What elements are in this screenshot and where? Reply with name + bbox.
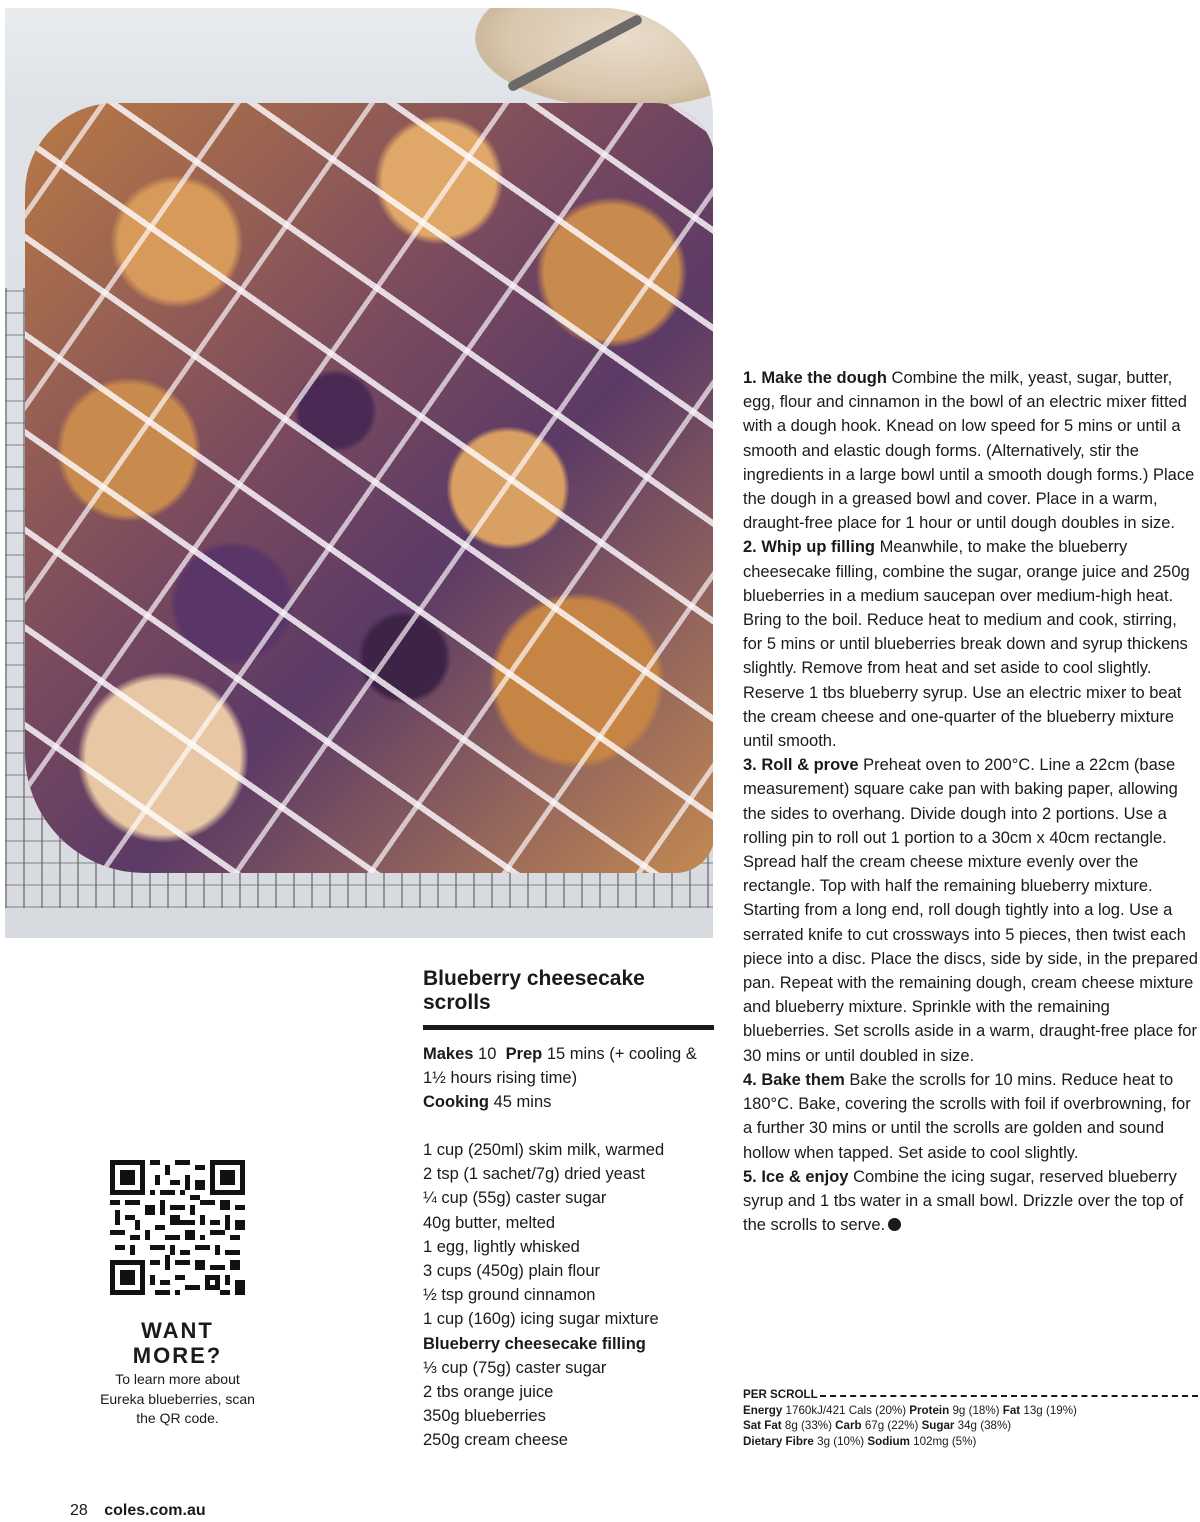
method-steps bbox=[743, 366, 1198, 1237]
cooking-value: 45 mins bbox=[493, 1093, 552, 1112]
ingredient-item: 2 tbs orange juice bbox=[423, 1383, 554, 1402]
step-text: Combine the milk, yeast, sugar, butter, egg, flour and cinnamon in the bowl of an electric mixer fitted with a dough hook. Knead on low speed for 5 mins or until a smooth and elastic dough forms. (Alternatively, stir the ingredients in a large bowl until a smooth dough forms.) Place the dough in a greased bowl and cover. Place in a warm, draught-free place for 1 hour or until dough doubles in size. bbox=[743, 369, 1195, 533]
step-title: 1. Make the dough bbox=[743, 369, 887, 387]
nutrition-line bbox=[743, 1418, 1198, 1434]
nutrition-line bbox=[743, 1434, 1198, 1450]
ingredient-item: 1 cup (160g) icing sugar mixture bbox=[423, 1310, 659, 1329]
method-step bbox=[743, 753, 1198, 1068]
photo-icing-drizzle bbox=[25, 103, 713, 873]
ingredient-item: 250g cream cheese bbox=[423, 1431, 568, 1450]
nutrition-value: 3g (10%) bbox=[817, 1434, 865, 1448]
hero-photo bbox=[5, 8, 713, 938]
nutrition-label: Carb bbox=[835, 1419, 862, 1432]
ingredient-item: ¼ cup (55g) caster sugar bbox=[423, 1189, 607, 1208]
step-title: 3. Roll & prove bbox=[743, 756, 859, 775]
prep-value: 15 mins (+ cooling & 1½ hours rising time) bbox=[423, 1045, 697, 1088]
ingredient-item: ⅓ cup (75g) caster sugar bbox=[423, 1358, 607, 1377]
photo-plate bbox=[475, 8, 713, 108]
nutrition-label: Sodium bbox=[867, 1434, 910, 1448]
nutrition-label: Sat Fat bbox=[743, 1419, 782, 1432]
nutrition-value: 13g (19%) bbox=[1023, 1403, 1077, 1417]
makes-label: Makes bbox=[423, 1045, 474, 1063]
nutrition-label: Protein bbox=[909, 1403, 950, 1417]
promo-title bbox=[100, 1318, 255, 1368]
ingredient-item: ½ tsp ground cinnamon bbox=[423, 1286, 596, 1305]
filling-heading: Blueberry cheesecake filling bbox=[423, 1334, 646, 1353]
method-step bbox=[743, 535, 1198, 753]
ingredient-item: 350g blueberries bbox=[423, 1407, 546, 1426]
nutrition-label: Sugar bbox=[921, 1419, 955, 1432]
promo-title-line: MORE? bbox=[132, 1343, 223, 1368]
nutrition-value: 67g (22%) bbox=[864, 1419, 919, 1432]
page-number: 28 bbox=[70, 1502, 88, 1519]
ingredient-item: 40g butter, melted bbox=[423, 1213, 556, 1232]
nutrition-panel bbox=[743, 1387, 1198, 1449]
ingredient-item: 1 cup (250ml) skim milk, warmed bbox=[423, 1141, 665, 1159]
nutrition-line bbox=[743, 1403, 1198, 1419]
step-text: Combine the icing sugar, reserved blueberry syrup and 1 tbs water in a small bowl. Drizzle over the top of the scrolls to serve. bbox=[743, 1167, 1184, 1235]
dashed-rule bbox=[820, 1395, 1198, 1397]
nutrition-heading: PER SCROLL bbox=[743, 1388, 818, 1401]
cooking-label: Cooking bbox=[423, 1093, 489, 1112]
qr-code-icon[interactable] bbox=[110, 1160, 245, 1295]
ingredient-item: 2 tsp (1 sachet/7g) dried yeast bbox=[423, 1165, 645, 1184]
method-step bbox=[743, 1165, 1198, 1238]
step-title: 2. Whip up filling bbox=[743, 538, 875, 557]
nutrition-value: 8g (33%) bbox=[784, 1419, 832, 1432]
method-step bbox=[743, 1068, 1198, 1165]
nutrition-value: 102mg (5%) bbox=[913, 1434, 977, 1448]
nutrition-heading-row bbox=[743, 1387, 1198, 1403]
nutrition-value: 1760kJ/421 Cals (20%) bbox=[785, 1403, 907, 1417]
prep-label: Prep bbox=[505, 1045, 543, 1063]
end-of-recipe-dot-icon bbox=[888, 1218, 901, 1231]
nutrition-label: Energy bbox=[743, 1403, 783, 1417]
ingredients-list bbox=[423, 1138, 723, 1453]
step-text: Meanwhile, to make the blueberry cheesecake filling, combine the sugar, orange juice and 250g blueberries in a medium saucepan over medium-high heat. Bring to the boil. Reduce heat to medium and cook, stirring, for 5 mins or until blueberries break down and syrup thickens slightly. Remove from heat and set aside to cool slightly. Reserve 1 tbs blueberry syrup. Use an electric mixer to beat the cream cheese and one-quarter of the blueberry mixture until smooth. bbox=[743, 538, 1190, 751]
method-step bbox=[743, 366, 1198, 535]
nutrition-value: 34g (38%) bbox=[957, 1419, 1012, 1432]
recipe-meta bbox=[423, 1042, 718, 1115]
step-title: 5. Ice & enjoy bbox=[743, 1167, 849, 1186]
site-link[interactable]: coles.com.au bbox=[104, 1502, 206, 1519]
step-text: Preheat oven to 200°C. Line a 22cm (base measurement) square cake pan with baking paper, allowing the sides to overhang. Divide dough into 2 portions. Use a rolling pin to roll out 1 portion to a 30cm x 40cm rectangle. Spread half the cream cheese mixture evenly over the rectangle. Top with half the remaining blueberry mixture. Starting from a long end, roll dough tightly into a log. Use a serrated knife to cut crossways into 5 pieces, then twist each piece into a disc. Place the discs, side by side, in the prepared pan. Repeat with the remaining dough, cream cheese mixture and blueberry mixture. Sprinkle with the remaining blueberries. Set scrolls aside in a warm, draught-free place for 30 mins or until doubled in size. bbox=[743, 756, 1198, 1065]
step-text: Bake the scrolls for 10 mins. Reduce heat to 180°C. Bake, covering the scrolls with foil if overbrowning, for a further 30 mins or until the scrolls are golden and sound hollow when tapped. Set aside to cool slightly. bbox=[743, 1070, 1191, 1162]
ingredient-item: 3 cups (450g) plain flour bbox=[423, 1262, 601, 1281]
makes-value: 10 bbox=[478, 1045, 497, 1063]
title-divider bbox=[423, 1025, 714, 1030]
nutrition-value: 9g (18%) bbox=[952, 1403, 1000, 1417]
ingredient-item: 1 egg, lightly whisked bbox=[423, 1237, 580, 1256]
promo-title-line: WANT bbox=[141, 1318, 214, 1343]
step-title: 4. Bake them bbox=[743, 1070, 845, 1089]
nutrition-label: Fat bbox=[1002, 1403, 1021, 1417]
recipe-title: Blueberry cheesecake scrolls bbox=[423, 967, 645, 1014]
page-footer bbox=[70, 1501, 206, 1521]
nutrition-label: Dietary Fibre bbox=[743, 1434, 814, 1448]
promo-description: To learn more about Eureka blueberries, scan the QR code. bbox=[100, 1371, 255, 1426]
